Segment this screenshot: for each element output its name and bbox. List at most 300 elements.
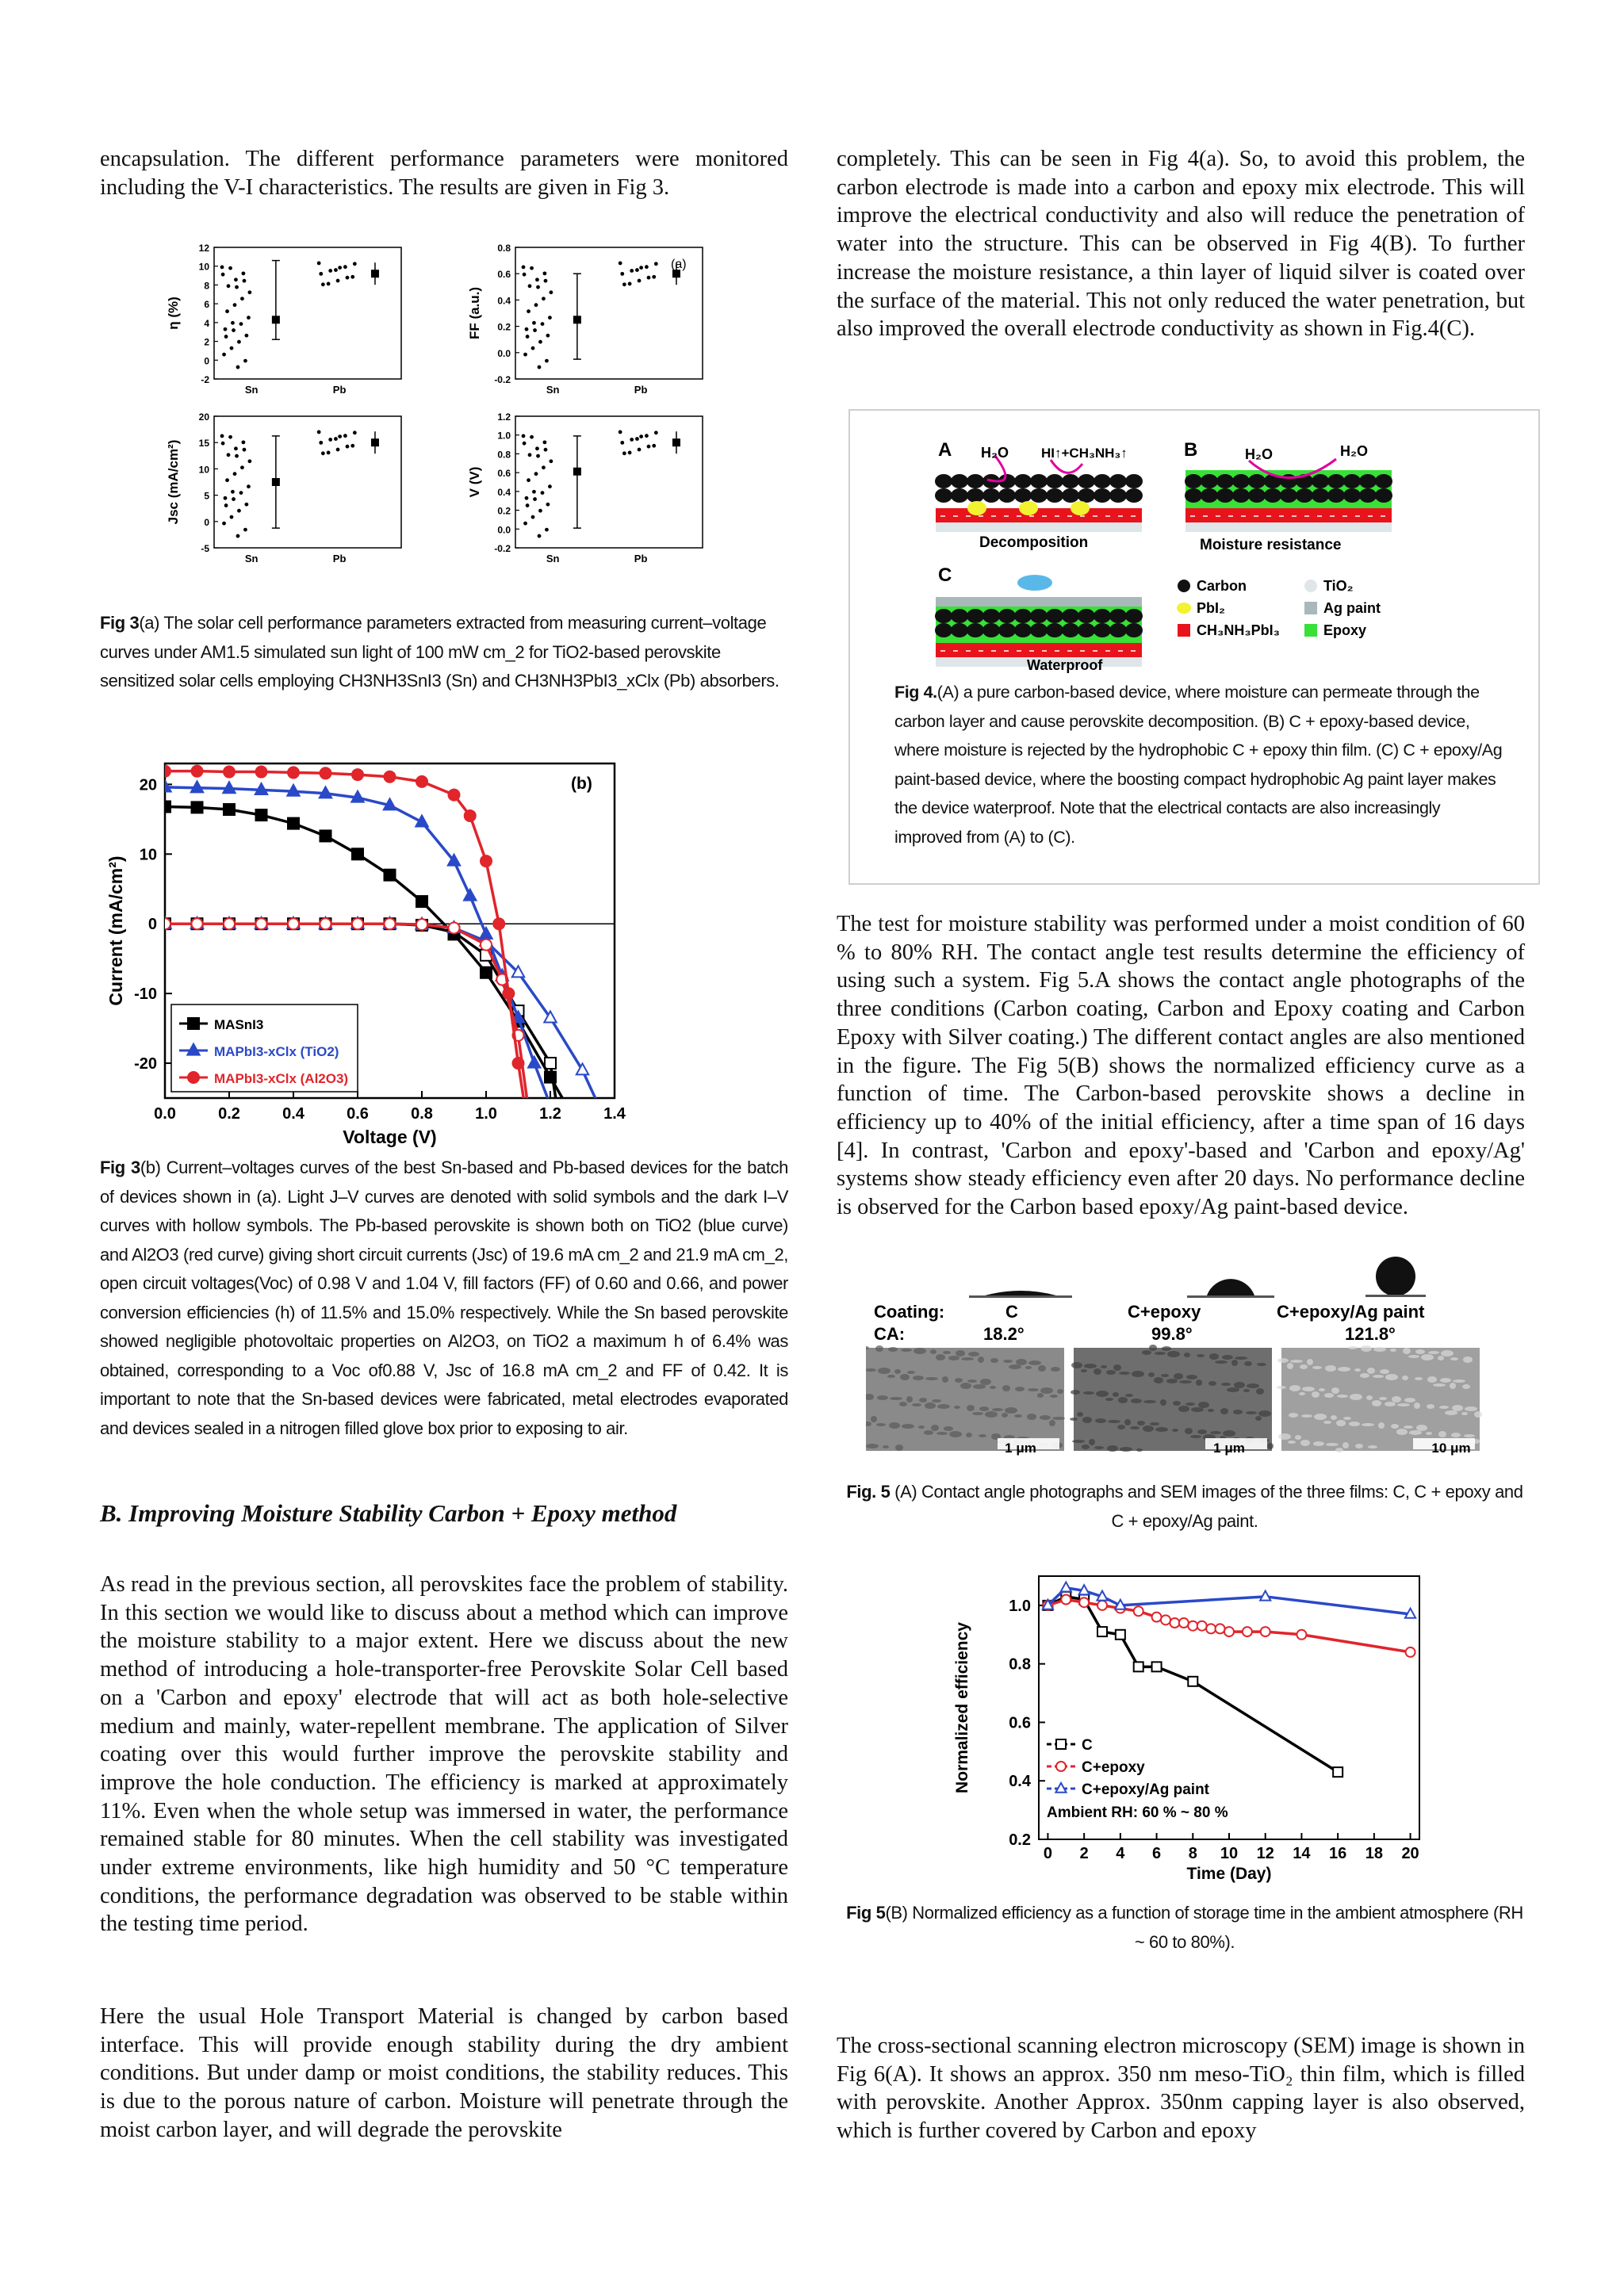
sem-grain <box>1307 1359 1313 1365</box>
carbon-particle <box>1109 623 1127 637</box>
sem-grain <box>1179 1380 1192 1383</box>
sn-point <box>224 503 228 507</box>
group-label-pb: Pb <box>634 384 648 396</box>
x-tick-label: 14 <box>1293 1845 1311 1862</box>
sample-angle-ag: 121.8° <box>1345 1324 1396 1344</box>
perovskite-layer <box>936 508 1142 522</box>
data-point-1 <box>1134 1606 1143 1616</box>
left-paragraph-top: encapsulation. The different performance parameters were monitored including the V-I characteristics. The results are given in Fig 3. <box>100 147 788 200</box>
sn-point <box>525 496 529 500</box>
pb-point <box>619 262 622 266</box>
sem-image-2 <box>1277 1345 1482 1452</box>
carbon-particle <box>1125 609 1143 623</box>
fig5b-caption-text: (B) Normalized efficiency as a function of storage time in the ambient atmosphere (RH ~ 60 to 80%). <box>885 1903 1523 1952</box>
x-tick-label: 2 <box>1079 1845 1089 1862</box>
sem-grain <box>936 1432 948 1435</box>
carbon-particle <box>1375 474 1392 488</box>
sn-point <box>247 459 251 463</box>
y-tick-label: 15 <box>198 438 209 450</box>
droplet-c <box>985 1291 1056 1295</box>
y-tick-label: 0.6 <box>497 468 511 480</box>
sem-grain <box>1197 1354 1205 1357</box>
sem-grain <box>890 1397 902 1400</box>
sem-grain <box>978 1357 984 1363</box>
sem-grain <box>1196 1380 1202 1386</box>
carbon-particle <box>1125 488 1143 503</box>
pb-point <box>343 434 347 438</box>
sem-grain <box>1051 1367 1060 1372</box>
sem-grain <box>1256 1388 1264 1395</box>
sn-point <box>534 303 538 307</box>
sem-grain <box>925 1377 938 1380</box>
data-point-0-light <box>481 967 492 978</box>
sem-grain <box>979 1434 986 1437</box>
pb-point <box>350 275 354 279</box>
sem-grain <box>943 1351 951 1354</box>
sem-grain <box>1404 1398 1415 1402</box>
sem-grain <box>1186 1375 1197 1380</box>
sem-grain <box>1452 1405 1463 1411</box>
y-tick-label: 5 <box>204 490 209 502</box>
x-tick-label: 18 <box>1365 1845 1383 1862</box>
y-tick-label: -5 <box>201 543 209 554</box>
sem-grain <box>1124 1419 1131 1425</box>
sem-grain <box>1089 1439 1095 1445</box>
sem-grain <box>1125 1394 1133 1397</box>
x-tick-label: 0.4 <box>282 1105 304 1123</box>
data-point-1 <box>1170 1618 1179 1628</box>
sn-point <box>541 491 545 495</box>
pb-point <box>630 438 634 442</box>
sn-point <box>233 303 237 307</box>
sn-point <box>244 334 248 338</box>
pb-point <box>628 451 632 455</box>
sn-point <box>244 503 248 507</box>
carbon-particle <box>1125 474 1143 488</box>
sn-point <box>228 266 232 270</box>
sn-point <box>542 440 546 444</box>
carbon-particle <box>1343 474 1361 488</box>
carbon-particle <box>1125 623 1143 637</box>
carbon-particle <box>1030 488 1048 503</box>
sn-point <box>533 328 537 332</box>
sem-grain <box>944 1426 953 1431</box>
sem-grain <box>1289 1385 1300 1391</box>
sem-grain <box>960 1383 971 1389</box>
sem-grain <box>1295 1435 1301 1440</box>
pb-point <box>619 430 622 434</box>
sn-point <box>533 497 537 501</box>
carbon-particle <box>1185 488 1202 503</box>
pb-point <box>635 437 639 441</box>
y-tick-label: 4 <box>204 317 209 329</box>
fig4-caption <box>894 678 1505 851</box>
sn-point <box>247 290 251 294</box>
sn-point <box>237 340 241 344</box>
data-point-2-dark <box>449 922 460 933</box>
carbon-particle <box>1327 488 1345 503</box>
carbon-particle <box>1312 474 1329 488</box>
sem-grain <box>1049 1420 1055 1426</box>
sem-grain <box>931 1425 939 1431</box>
sn-point <box>538 365 542 369</box>
pbi2-spot <box>1071 501 1090 515</box>
panel-label: (a) <box>671 258 687 271</box>
sem-grain <box>1331 1415 1337 1420</box>
sn-point <box>530 266 534 270</box>
mean-marker <box>371 270 379 277</box>
sem-grain <box>1427 1404 1434 1409</box>
x-tick-label: 1.2 <box>539 1105 561 1123</box>
right-paragraph-mid: The test for moisture stability was performed under a moist condition of 60 % to 80% RH. The contact angle test results determine the efficiency of using such a system. Fig 5.A shows the contact angle photographs of the three conditions (Carbon coating, Carbon and Epoxy coating and Carbon Epoxy with Silver coating.) The different contact angles are also mentioned in the figure. The Fig 5(B) shows the normalized efficiency curve as a function of time. The Carbon-based perovskite shows a decline in efficiency up to 40% of the initial efficiency, after a time span of 16 days [4]. In contrast, 'Carbon and epoxy'-based and 'Carbon and epoxy/Ag' systems show steady efficiency even after 20 days. No performance decline is observed for the Carbon based epoxy/Ag paint-based device. <box>837 912 1525 1220</box>
sem-grain <box>1234 1382 1245 1388</box>
carbon-particle <box>1109 609 1127 623</box>
mean-marker <box>573 316 581 323</box>
y-tick-label: 0.8 <box>497 243 511 254</box>
carbon-particle <box>1062 488 1079 503</box>
substrate-ag <box>1365 1295 1426 1297</box>
y-tick-label: -10 <box>134 985 157 1004</box>
y-axis-label: η (%) <box>166 297 181 330</box>
pb-point <box>652 275 656 279</box>
x-tick-label: 0.0 <box>154 1105 176 1123</box>
sem-grain <box>894 1369 901 1374</box>
sem-grain <box>1233 1410 1243 1414</box>
data-point-2-light <box>385 771 396 783</box>
data-point-2-light <box>513 1058 524 1069</box>
fig4-h2o-b2: H₂O <box>1340 443 1368 459</box>
sem-grain <box>942 1376 948 1383</box>
sn-point <box>549 290 553 294</box>
sem-grain <box>1243 1389 1250 1392</box>
pb-point <box>630 269 634 273</box>
legend-entry: MAPbI3-xClx (Al2O3) <box>214 1071 349 1086</box>
data-point-2-light <box>224 767 235 778</box>
legend-label: TiO₂ <box>1323 578 1354 594</box>
sn-point <box>527 478 530 482</box>
sem-grain <box>1173 1401 1181 1406</box>
carbon-particle <box>1264 488 1281 503</box>
pb-point <box>353 262 357 266</box>
data-point-0-light <box>416 896 427 907</box>
sem-grain <box>1439 1406 1449 1409</box>
legend-entry: C <box>1082 1737 1093 1754</box>
y-axis-label: Current (mA/cm²) <box>105 855 126 1006</box>
sem-grain <box>1402 1376 1408 1380</box>
sn-point <box>225 309 229 313</box>
carbon-particle <box>1062 623 1079 637</box>
sem-grain <box>1227 1387 1239 1392</box>
sn-point <box>228 435 232 439</box>
y-axis-label: Normalized efficiency <box>953 1622 971 1793</box>
sem-grain <box>1319 1388 1325 1391</box>
fig3a-panels <box>166 243 703 564</box>
pb-point <box>319 272 323 276</box>
sn-point <box>243 359 247 363</box>
sem-grain <box>1052 1417 1065 1420</box>
sem-grain <box>1108 1420 1120 1423</box>
sn-point <box>247 484 251 488</box>
carbon-particle <box>1062 474 1079 488</box>
sn-point <box>239 491 243 495</box>
section-heading: B. Improving Moisture Stability Carbon + Epoxy method <box>100 1499 677 1527</box>
pb-point <box>317 262 321 266</box>
group-label-pb: Pb <box>634 553 648 564</box>
pb-point <box>647 276 651 280</box>
sem-grain <box>913 1376 924 1380</box>
fig5b-caption-label: Fig 5 <box>846 1903 886 1923</box>
substrate-cepoxy <box>1187 1295 1274 1298</box>
sn-point <box>236 534 240 538</box>
y-tick-label: 10 <box>198 464 209 476</box>
carbon-particle <box>1046 474 1063 488</box>
sn-point <box>243 528 247 532</box>
data-point-1 <box>1097 1601 1107 1610</box>
pb-point <box>338 434 342 438</box>
pb-point <box>334 268 338 272</box>
fig4-waterproof: Waterproof <box>1027 657 1103 673</box>
legend-marker <box>188 1018 199 1029</box>
legend-swatch <box>1304 580 1317 592</box>
pb-point <box>620 441 624 445</box>
scatter-panel-ff <box>467 243 703 396</box>
sem-grain <box>1313 1441 1324 1446</box>
sem-grain <box>1142 1350 1151 1355</box>
sem-grain <box>1185 1402 1195 1406</box>
pb-point <box>350 444 354 448</box>
pb-point <box>622 282 626 286</box>
sem-grain <box>966 1433 972 1437</box>
carbon-particle <box>1014 474 1032 488</box>
sem-grain <box>979 1406 989 1411</box>
sem-grain <box>1464 1434 1475 1437</box>
sem-grain <box>1009 1364 1021 1369</box>
sem-grain <box>1149 1345 1157 1351</box>
data-point-2-dark <box>320 918 331 929</box>
sem-grain <box>1360 1373 1369 1378</box>
data-point-0 <box>1097 1627 1107 1636</box>
pb-point <box>645 265 649 269</box>
pb-point <box>327 282 331 286</box>
carbon-particle <box>1296 488 1313 503</box>
carbon-particle <box>982 623 1000 637</box>
sem-grain <box>1343 1417 1351 1420</box>
sem-grain <box>1131 1399 1142 1403</box>
sem-grain <box>888 1347 898 1352</box>
pb-point <box>622 451 626 455</box>
sem-grain <box>1210 1431 1221 1434</box>
sem-grain <box>1462 1384 1470 1389</box>
sem-grain <box>1002 1413 1008 1418</box>
y-tick-label: 10 <box>139 846 157 864</box>
data-point-0-light <box>192 802 203 813</box>
x-tick-label: 1.4 <box>603 1105 626 1123</box>
legend-swatch <box>1178 624 1190 637</box>
sem-grain <box>937 1404 950 1409</box>
sem-grain <box>1440 1378 1451 1383</box>
y-tick-label: 1.0 <box>1009 1597 1031 1615</box>
sem-grain <box>1130 1426 1139 1429</box>
y-tick-label: 20 <box>198 411 209 423</box>
droplet-ag <box>1376 1257 1415 1296</box>
sem-grain <box>1040 1415 1051 1420</box>
sem-grain <box>1002 1385 1010 1391</box>
sn-point <box>548 484 552 488</box>
pb-point <box>639 434 643 438</box>
carbon-particle <box>1078 474 1095 488</box>
sem-grain <box>1057 1389 1063 1394</box>
sn-point <box>235 454 239 458</box>
sem-grain <box>1191 1407 1204 1412</box>
carbon-particle <box>1185 474 1202 488</box>
data-point-0-light <box>256 809 267 821</box>
sem-grain <box>1247 1383 1259 1388</box>
sem-grain <box>1132 1371 1144 1377</box>
panel-label: (b) <box>571 775 592 793</box>
sem-grain <box>900 1374 910 1380</box>
sem-grain <box>932 1399 941 1402</box>
pb-point <box>639 266 643 270</box>
x-axis-label: Voltage (V) <box>343 1127 437 1147</box>
data-point-1 <box>1297 1630 1306 1640</box>
sem-grain <box>1404 1425 1413 1429</box>
sem-grain <box>1223 1430 1235 1437</box>
pb-point <box>647 445 651 449</box>
sem-grain <box>1231 1360 1238 1366</box>
y-tick-label: 6 <box>204 299 209 311</box>
sn-point <box>227 284 231 288</box>
sn-point <box>523 273 527 277</box>
data-point-2-light <box>352 769 363 780</box>
sem-grain <box>1117 1425 1125 1429</box>
fig5b-caption <box>841 1899 1529 1957</box>
sn-point <box>538 340 542 344</box>
sem-grain <box>1438 1431 1446 1437</box>
sem-grain <box>1014 1414 1022 1418</box>
data-point-0-dark <box>545 1058 556 1069</box>
sem-grain <box>1005 1407 1017 1414</box>
sem-grain <box>1415 1349 1425 1354</box>
sem-grain <box>1324 1393 1334 1398</box>
carbon-particle <box>982 609 1000 623</box>
sem-grain <box>949 1431 962 1437</box>
sem-grain <box>876 1423 886 1426</box>
tio2-layer <box>1185 522 1392 532</box>
sn-point <box>241 440 245 444</box>
carbon-particle <box>1078 488 1095 503</box>
sem-grain <box>1027 1414 1036 1420</box>
sem-grain <box>1037 1393 1044 1398</box>
sn-point <box>230 515 234 519</box>
sem-grain <box>866 1444 879 1448</box>
sem-grain <box>1408 1355 1419 1358</box>
x-axis-label: Time (Day) <box>1186 1865 1272 1883</box>
sem-grain <box>1302 1387 1315 1391</box>
data-point-2-dark <box>288 918 299 929</box>
y-tick-label: 0 <box>147 916 157 934</box>
y-tick-label: 10 <box>198 261 209 273</box>
panel-frame <box>515 416 703 548</box>
legend-label: Ag paint <box>1323 600 1381 616</box>
data-point-1 <box>1061 1595 1071 1605</box>
sem-grain <box>871 1416 877 1422</box>
sem-grain <box>1300 1440 1310 1446</box>
pb-point <box>328 269 332 273</box>
sem-grain <box>985 1411 998 1418</box>
sem-grain <box>1409 1430 1422 1435</box>
fig5a-caption-label: Fig. 5 <box>846 1482 891 1502</box>
sn-point <box>234 446 238 450</box>
sem-grain <box>875 1345 883 1352</box>
pb-point <box>628 282 632 286</box>
carbon-particle <box>935 623 952 637</box>
pb-point <box>338 266 342 270</box>
sem-grain <box>1082 1417 1092 1423</box>
fig4-h2o-a: H₂O <box>981 445 1009 461</box>
sn-point <box>240 465 244 469</box>
sem-grain <box>919 1398 927 1402</box>
pb-point <box>317 430 321 434</box>
sn-point <box>542 465 546 469</box>
legend-label: Epoxy <box>1323 622 1367 638</box>
legend-entry: MASnI3 <box>214 1017 264 1032</box>
sn-point <box>523 353 527 357</box>
fig5a-coating-label: Coating: <box>874 1302 945 1322</box>
data-point-1 <box>1152 1613 1162 1622</box>
fig5a-images <box>866 1257 1482 1452</box>
sn-point <box>526 503 530 507</box>
sn-point <box>239 322 243 326</box>
sem-grain <box>877 1395 888 1400</box>
pb-point <box>334 437 338 441</box>
sn-point <box>222 522 226 526</box>
sn-point <box>527 309 530 313</box>
data-point-1 <box>1406 1647 1415 1657</box>
moisture-arrow <box>1051 460 1082 473</box>
sn-point <box>542 297 546 300</box>
x-tick-label: 4 <box>1116 1845 1125 1862</box>
y-axis-label: FF (a.u.) <box>467 286 482 340</box>
data-point-2-dark <box>256 918 267 929</box>
y-tick-label: 12 <box>198 243 209 254</box>
sem-grain <box>1421 1354 1434 1360</box>
sem-grain <box>1028 1360 1041 1365</box>
y-tick-label: -0.2 <box>494 374 511 385</box>
sem-grain <box>930 1349 936 1354</box>
pb-point <box>343 265 347 269</box>
left-paragraph-mid: As read in the previous section, all perovskites face the problem of stability. In this section we would like to discuss about a method which can improve the moisture stability to a major extent. Here we discuss about the new method of introducing a hole-transporter-free Perovskite Solar Cell based on a 'Carbon and epoxy' electrode that will act as both hole-selective medium and mainly, water-repellent membrane. The application of Silver coating over this would further improve the perovskite stability and improve the hole conduction. The efficiency is marked at approximately 11%. Even when the whole setup was immersed in water, the performance remained stable for 80 minutes. When the cell stability was investigated under extreme environments, like high humidity and 50 °C temperature conditions, the performance degradation was observed to be stable within the testing time period. <box>100 1572 788 1937</box>
sn-point <box>525 327 529 331</box>
sem-grain <box>1143 1425 1154 1432</box>
pb-point <box>620 272 624 276</box>
fig5a-caption-text: (A) Contact angle photographs and SEM images of the three films: C, C + epoxy and C + epoxy/Ag paint. <box>890 1482 1523 1531</box>
sn-point <box>545 359 549 363</box>
sem-grain <box>1208 1409 1214 1412</box>
sem-image-0 <box>866 1345 1065 1451</box>
carbon-particle <box>1078 609 1095 623</box>
sn-point <box>224 335 228 339</box>
legend-label: Carbon <box>1197 578 1247 594</box>
group-label-pb: Pb <box>332 384 347 396</box>
sem-grain <box>1338 1367 1350 1372</box>
sem-grain <box>1427 1376 1437 1383</box>
sem-grain <box>1084 1364 1097 1368</box>
sn-point <box>222 353 226 357</box>
group-label-sn: Sn <box>244 384 259 396</box>
annotation: Ambient RH: 60 % ~ 80 % <box>1047 1804 1228 1821</box>
carbon-particle <box>1312 488 1329 503</box>
ag-layer <box>936 597 1142 607</box>
